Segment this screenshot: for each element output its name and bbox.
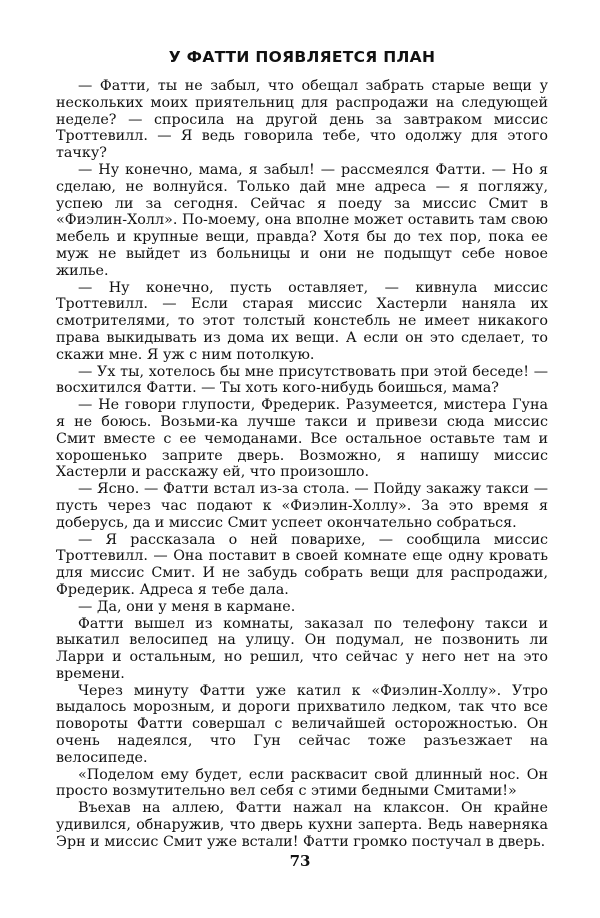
book-page (56, 48, 548, 851)
paragraph: «Поделом ему будет, если расквасит свой длинный нос. Он просто возмутительно вел себя с этими бедными Смитами!» (56, 766, 548, 800)
paragraph: Фатти вышел из комнаты, заказал по телефону такси и выкатил велосипед на улицу. Он подумал, не позвонить ли Ларри и остальным, но решил, что сейчас у него нет на это времени. (56, 615, 548, 682)
paragraph: Через минуту Фатти уже катил к «Фиэлин-Холлу». Утро выдалось морозным, и дороги прихватило ледком, так что все повороты Фатти совершал с величайшей осторожностью. Он очень надеялся, что Гун сейчас тоже разъезжает на велосипеде. (56, 682, 548, 766)
paragraph: — Да, они у меня в кармане. (78, 598, 296, 615)
paragraph: — Фатти, ты не забыл, что обещал забрать старые вещи у нескольких моих приятельниц для распродажи на следующей неделе? — спросила на другой день за завтраком миссис Троттевилл. — Я ведь говорила тебе, что одолжу для этого тачку? (56, 78, 548, 162)
paragraph: — Не говори глупости, Фредерик. Разумеется, мистера Гуна я не боюсь. Возьми-ка лучше такси и привези сюда миссис Смит вместе с ее чемоданами. Все остальное оставьте там и хорошенько заприте дверь. Возможно, я напишу миссис Хастерли и расскажу ей, что произошло. (56, 397, 548, 481)
paragraph: Въехав на аллею, Фатти нажал на клаксон. Он крайне удивился, обнаружив, что дверь кухни заперта. Ведь наверняка Эрн и миссис Смит уже встали! Фатти громко постучал в дверь. (56, 800, 548, 850)
paragraph: — Ясно. — Фатти встал из-за стола. — Пойду закажу такси — пусть через час подают к «Фиэлин-Холлу». За это время я доберусь, да и миссис Смит успеет окончательно собраться. (56, 481, 548, 531)
chapter-title: У ФАТТИ ПОЯВЛЯЕТСЯ ПЛАН (168, 48, 436, 66)
paragraph: — Ух ты, хотелось бы мне присутствовать при этой беседе! — восхитился Фатти. — Ты хоть кого-нибудь боишься, мама? (56, 363, 548, 397)
paragraph: — Я рассказала о ней поварихе, — сообщила миссис Троттевилл. — Она поставит в своей комнате еще одну кровать для миссис Смит. И не забудь собрать вещи для распродажи, Фредерик. Адреса я тебе дала. (56, 531, 548, 598)
paragraph: — Ну конечно, мама, я забыл! — рассмеялся Фатти. — Но я сделаю, не волнуйся. Только дай мне адреса — я погляжу, успею ли за сегодня. Сейчас я поеду за миссис Смит в «Фиэлин-Холл». По-моему, она вполне может оставить там свою мебель и крупные вещи, правда? Хотя бы до тех пор, пока ее муж не выйдет из больницы и они не подыщут себе новое жилье. (56, 161, 548, 279)
paragraph: — Ну конечно, пусть оставляет, — кивнула миссис Троттевилл. — Если старая миссис Хастерли наняла их смотрителями, то этот толстый констебль не имеет никакого права выкидывать из дома их вещи. А если он это сделает, то скажи мне. Я уж с ним потолкую. (56, 279, 548, 363)
page-number: 73 (289, 852, 311, 870)
body-text (56, 78, 548, 851)
